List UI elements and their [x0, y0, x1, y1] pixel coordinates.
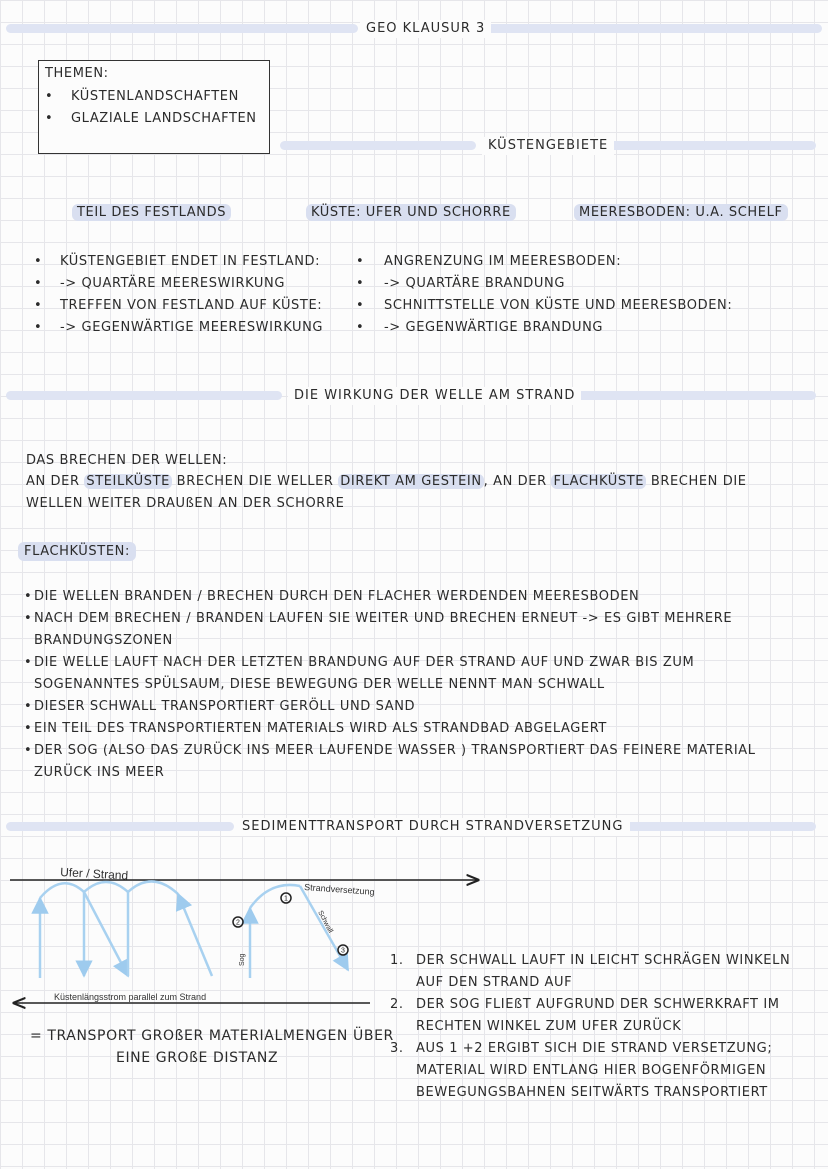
themes-label: THEMEN: — [45, 66, 109, 81]
themes-list — [41, 86, 257, 130]
flach-item: • NACH DEM BRECHEN / BRANDEN LAUFEN SIE WEITER UND BRECHEN ERNEUT -> ES GIBT MEHRERE BRANDUNGSZONEN — [24, 608, 814, 652]
page-title: GEO KLAUSUR 3 — [360, 20, 491, 38]
themes-item: • GLAZIALE LANDSCHAFTEN — [41, 108, 257, 130]
festland-item: • -> QUARTÄRE MEERESWIRKUNG — [34, 273, 323, 295]
themes-box — [38, 60, 270, 154]
festland-list — [34, 251, 323, 339]
festland-item: • KÜSTENGEBIET ENDET IN FESTLAND: — [34, 251, 323, 273]
section2-bar-right — [546, 391, 816, 400]
meeresboden-item: • -> QUARTÄRE BRANDUNG — [356, 273, 732, 295]
col-label-festland: TEIL DES FESTLANDS — [72, 202, 231, 224]
marker-2: 2 — [236, 919, 240, 927]
header-bar-right — [478, 24, 822, 33]
section-title-wirkung: DIE WIRKUNG DER WELLE AM STRAND — [288, 387, 581, 405]
festland-item: • -> GEGENWÄRTIGE MEERESWIRKUNG — [34, 317, 323, 339]
festland-item: • TREFFEN VON FESTLAND AUF KÜSTE: — [34, 295, 323, 317]
section3-bar-left — [6, 822, 234, 831]
header-bar-left — [6, 24, 358, 33]
meeresboden-item: • -> GEGENWÄRTIGE BRANDUNG — [356, 317, 732, 339]
summary-line-1: = TRANSPORT GROßER MATERIALMENGEN ÜBER — [30, 1028, 394, 1044]
sog-label: Sog — [239, 953, 246, 966]
flach-title: FLACHKÜSTEN: — [18, 541, 136, 563]
marker-1: 1 — [284, 895, 288, 903]
ufer-label: Ufer / Strand — [59, 865, 129, 883]
col-label-meeresboden: MEERESBODEN: U.A. SCHELF — [574, 202, 788, 224]
section-title-kuestengebiete: KÜSTENGEBIETE — [482, 137, 614, 155]
flach-list — [24, 586, 814, 784]
strandversetzung-label: Strandversetzung — [303, 882, 375, 897]
schwall-label: Schwall — [316, 909, 334, 935]
breaking-title: DAS BRECHEN DER WELLEN: — [26, 453, 228, 468]
col-label-kueste: KÜSTE: UFER UND SCHORRE — [306, 202, 516, 224]
section1-bar-left — [280, 141, 476, 150]
flach-item: • DER SOG (ALSO DAS ZURÜCK INS MEER LAUFENDE WASSER ) TRANSPORTIERT DAS FEINERE MATERIAL ZURÜCK INS MEER — [24, 740, 804, 784]
section2-bar-left — [6, 391, 282, 400]
flach-item: • EIN TEIL DES TRANSPORTIERTEN MATERIALS WIRD ALS STRANDBAD ABGELAGERT — [24, 718, 814, 740]
section-title-sedimenttransport: SEDIMENTTRANSPORT DURCH STRANDVERSETZUNG — [236, 818, 630, 836]
step-item: 1. DER SCHWALL LAUFT IN LEICHT SCHRÄGEN WINKELN AUF DEN STRAND AUF — [390, 953, 791, 990]
flach-item: • DIESER SCHWALL TRANSPORTIERT GERÖLL UND SAND — [24, 696, 814, 718]
kuestenlaengsstrom-label: Küstenlängsstrom parallel zum Strand — [54, 992, 207, 1002]
summary-line-2: EINE GROßE DISTANZ — [116, 1050, 279, 1066]
flach-item: • DIE WELLE LAUFT NACH DER LETZTEN BRANDUNG AUF DER STRAND AUF UND ZWAR BIS ZUM SOGENANNTES SPÜLSAUM, DIESE BEWEGUNG DER WELLE NENNT MAN SCHWALL — [24, 652, 774, 696]
meeresboden-item: • SCHNITTSTELLE VON KÜSTE UND MEERESBODEN: — [356, 295, 732, 317]
themes-item: • KÜSTENLANDSCHAFTEN — [41, 86, 257, 108]
wave-arrows — [40, 881, 348, 978]
section1-bar-right — [608, 141, 816, 150]
meeresboden-list — [356, 251, 732, 339]
meeresboden-item: • ANGRENZUNG IM MEERESBODEN: — [356, 251, 732, 273]
breaking-paragraph: AN DER STEILKÜSTE BRECHEN DIE WELLER DIREKT AM GESTEIN , AN DER FLACHKÜSTE BRECHEN DIE WELLEN WEITER DRAUßEN AN DER SCHORRE — [26, 474, 747, 511]
steps-list — [390, 950, 810, 1104]
flach-item: • DIE WELLEN BRANDEN / BRECHEN DURCH DEN FLACHER WERDENDEN MEERESBODEN — [24, 586, 814, 608]
marker-3: 3 — [341, 947, 345, 955]
step-item: 2. DER SOG FLIEßT AUFGRUND DER SCHWERKRAFT IM RECHTEN WINKEL ZUM UFER ZURÜCK — [390, 997, 780, 1034]
step-item: 3. AUS 1 +2 ERGIBT SICH DIE STRAND VERSETZUNG; MATERIAL WIRD ENTLANG HIER BOGENFÖRMIGEN BEWEGUNGSBAHNEN SEITWÄRTS TRANSPORTIERT — [390, 1041, 773, 1100]
